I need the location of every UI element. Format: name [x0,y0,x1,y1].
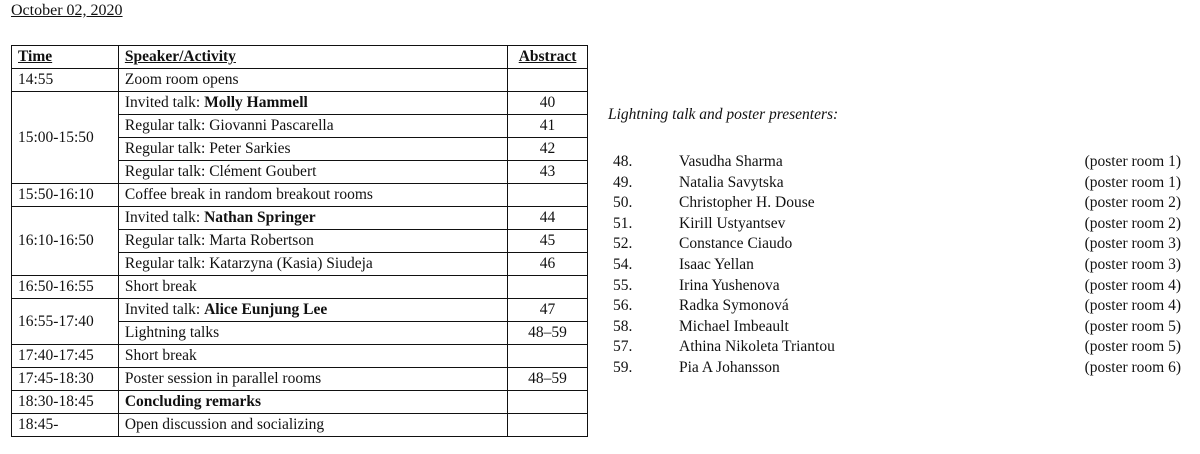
list-item [613,255,1185,276]
poster-room: (poster room 1) [1084,153,1181,170]
activity-cell [118,161,507,184]
poster-room: (poster room 2) [1084,214,1181,232]
activity-text: Short break [124,347,197,364]
poster-room: (poster room 3) [1084,255,1181,273]
abstract-cell: 48–59 [508,368,588,391]
activity-cell [118,69,507,92]
time-cell: 17:45-18:30 [12,368,119,391]
speaker-name: Nathan Springer [204,209,316,226]
activity-cell [118,138,507,161]
presenter-name: Christopher H. Douse [679,194,815,212]
activity-cell [118,253,507,276]
abstract-cell [508,184,588,207]
activity-text: Regular talk: Clément Goubert [124,163,317,180]
activity-text: Regular talk: Peter Sarkies [124,140,291,157]
presenter-number: 49. [613,173,633,191]
abstract-cell: 46 [508,253,588,276]
activity-text: Regular talk: Marta Robertson [124,232,314,249]
table-row [12,92,588,115]
time-cell: 16:55-17:40 [12,299,119,345]
document-date: October 02, 2020 [11,2,123,19]
abstract-cell [508,414,588,437]
speaker-name: Alice Eunjung Lee [204,301,328,318]
presenter-name: Pia A Johansson [679,358,780,376]
list-item [613,337,1185,358]
list-item [613,317,1185,338]
activity-text: Short break [124,278,197,295]
table-row [12,69,588,92]
schedule-table [11,45,588,437]
list-item [613,234,1185,255]
activity-text: Concluding remarks [124,393,262,410]
presenter-name: Athina Nikoleta Triantou [679,338,835,356]
activity-text: Open discussion and socializing [124,416,325,433]
list-item [613,193,1185,214]
presenter-list [613,152,1185,379]
table-row [12,184,588,207]
activity-cell [118,391,507,414]
time-cell: 15:00-15:50 [12,92,119,184]
list-item [613,214,1185,235]
presenter-number: 51. [613,214,633,232]
abstract-cell: 40 [508,92,588,115]
time-cell: 17:40-17:45 [12,345,119,368]
abstract-cell [508,345,588,368]
list-item [613,296,1185,317]
lightning-section-title: Lightning talk and poster presenters: [608,106,839,123]
activity-cell [118,345,507,368]
abstract-cell: 44 [508,207,588,230]
presenter-name: Irina Yushenova [679,276,780,294]
presenter-number: 55. [613,276,633,294]
presenter-name: Vasudha Sharma [679,153,783,170]
activity-cell [118,414,507,437]
activity-cell [118,207,507,230]
activity-text: Zoom room opens [124,71,239,88]
presenter-number: 52. [613,235,633,253]
poster-room: (poster room 5) [1084,338,1181,356]
poster-room: (poster room 4) [1084,297,1181,315]
activity-cell [118,299,507,322]
time-cell: 18:45- [12,414,119,437]
presenter-number: 50. [613,194,633,212]
abstract-cell: 47 [508,299,588,322]
activity-cell [118,184,507,207]
poster-room: (poster room 1) [1084,173,1181,191]
time-cell: 15:50-16:10 [12,184,119,207]
abstract-cell [508,391,588,414]
poster-room: (poster room 2) [1084,194,1181,212]
activity-text: Invited talk: [124,301,205,318]
presenter-name: Natalia Savytska [679,173,784,191]
presenter-number: 54. [613,255,633,273]
table-row [12,207,588,230]
activity-cell [118,92,507,115]
abstract-column-header: Abstract [508,46,588,69]
presenter-name: Kirill Ustyantsev [679,214,786,232]
speaker-name [204,94,308,111]
activity-text: Lightning talks [124,324,220,341]
time-cell: 14:55 [12,69,119,92]
table-row [12,368,588,391]
activity-cell [118,322,507,345]
speaker-name-text: Molly Hammell [204,94,308,111]
abstract-cell [508,276,588,299]
activity-cell [118,276,507,299]
presenter-number: 59. [613,358,633,376]
presenter-name: Isaac Yellan [679,255,754,273]
presenter-name: Radka Symonová [679,297,789,315]
abstract-cell: 43 [508,161,588,184]
activity-text: Regular talk: Katarzyna (Kasia) Siudeja [124,255,373,272]
poster-room: (poster room 5) [1084,317,1181,335]
activity-text: Coffee break in random breakout rooms [124,186,373,203]
activity-text: Invited talk: [124,94,205,111]
time-column-header: Time [12,46,119,69]
activity-text: Poster session in parallel rooms [124,370,322,387]
table-row [12,345,588,368]
presenter-name: Constance Ciaudo [679,235,793,253]
list-item [613,173,1185,194]
speaker-column-header: Speaker/Activity [118,46,507,69]
activity-cell [118,115,507,138]
table-row [12,276,588,299]
table-row [12,299,588,322]
time-cell: 16:50-16:55 [12,276,119,299]
abstract-cell: 48–59 [508,322,588,345]
activity-cell [118,368,507,391]
abstract-cell: 42 [508,138,588,161]
table-row [12,414,588,437]
presenter-number: 57. [613,338,633,356]
presenter-number: 58. [613,317,633,335]
abstract-cell [508,69,588,92]
abstract-cell: 45 [508,230,588,253]
time-cell: 16:10-16:50 [12,207,119,276]
list-item [613,152,1185,173]
presenter-number: 56. [613,297,633,315]
poster-room: (poster room 3) [1084,235,1181,253]
abstract-cell: 41 [508,115,588,138]
presenter-number: 48. [613,153,633,170]
list-item [613,358,1185,379]
list-item [613,276,1185,297]
time-cell: 18:30-18:45 [12,391,119,414]
table-row [12,391,588,414]
poster-room: (poster room 4) [1084,276,1181,294]
activity-text: Regular talk: Giovanni Pascarella [124,117,334,134]
table-header-row [12,46,588,69]
activity-text: Invited talk: [124,209,205,226]
poster-room: (poster room 6) [1084,358,1181,376]
activity-cell [118,230,507,253]
presenter-name: Michael Imbeault [679,317,789,335]
